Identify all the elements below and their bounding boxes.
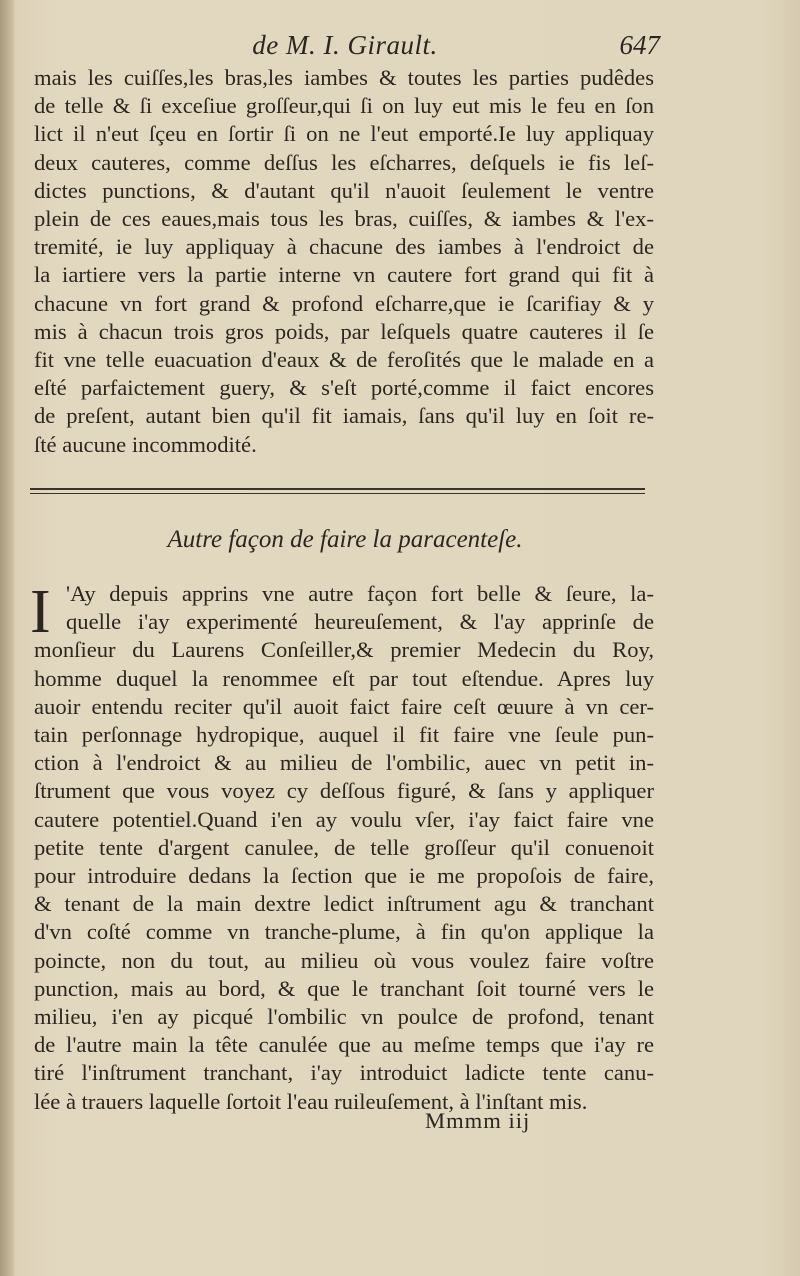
text-line: tain perſonnage hydropique, auquel il fit faire vne ſeule pun- [34, 722, 654, 748]
text-line: cautere potentiel.Quand i'en ay voulu vſer, i'ay faict faire vne [34, 806, 654, 832]
text-line: deux cauteres, comme deſſus les eſcharres, deſquels ie fis leſ- [34, 149, 654, 175]
page-number: 647 [619, 30, 660, 60]
text-line: punction, mais au bord, & que le tranchant ſoit tourné vers le [34, 975, 654, 1001]
text-line: eſté parfaictement guery, & s'eſt porté,comme il faict encores [34, 375, 654, 401]
text-line: de telle & ſi exceſiue groſſeur,qui ſi on luy eut mis le feu en ſon [34, 93, 654, 119]
text-line: la iartiere vers la partie interne vn cautere fort grand qui fit à [34, 262, 654, 288]
text-line: chacune vn fort grand & profond eſcharre,que ie ſcarifiay & y [34, 290, 654, 316]
text-line: pour introduire dedans la ſection que ie me propoſois de faire, [34, 863, 654, 889]
text-line: ſtrument que vous voyez cy deſſous figuré, & ſans y appliquer [34, 778, 654, 804]
text-line: milieu, i'en ay picqué l'ombilic vn poulce de profond, tenant [34, 1004, 654, 1030]
section-title: Autre façon de faire la paracenteſe. [167, 526, 523, 553]
text-line: fit vne telle euacuation d'eaux & de feroſités que le malade en a [34, 347, 654, 373]
text-line: ction à l'endroict & au milieu de l'ombilic, auec vn petit in- [34, 750, 654, 776]
text-line: plein de ces eaues,mais tous les bras, cuiſſes, & iambes & l'ex- [34, 206, 654, 232]
text-line: de preſent, autant bien qu'il fit iamais, ſans qu'il luy en ſoit re- [34, 403, 654, 429]
paragraph-section [34, 580, 654, 1116]
text-line: mais les cuiſſes,les bras,les iambes & toutes les parties pudêdes [34, 65, 654, 90]
text-line: lée à trauers laquelle ſortoit l'eau ruileuſement, à l'inſtant mis. [34, 1088, 588, 1114]
text-line: homme duquel la renommee eſt par tout eſtendue. Apres luy [34, 665, 654, 691]
paragraph-continued [34, 64, 654, 459]
text-line: tiré l'inſtrument tranchant, i'ay introduict ladicte tente canu- [34, 1060, 654, 1086]
text-line: quelle i'ay experimenté heureuſement, & l'ay apprinſe de [66, 609, 654, 635]
text-line: poincte, non du tout, au milieu où vous voulez faire voſtre [34, 947, 654, 973]
page-header [30, 30, 660, 66]
text-line: 'Ay depuis apprins vne autre façon fort belle & ſeure, la- [66, 581, 654, 606]
binding-gutter [0, 0, 14, 1276]
text-line: petite tente d'argent canulee, de telle groſſeur qu'il conuenoit [34, 834, 654, 860]
text-line: & tenant de la main dextre ledict inſtrument agu & tranchant [34, 891, 654, 917]
text-line: monſieur du Laurens Conſeiller,& premier Medecin du Roy, [34, 637, 654, 663]
text-line: de l'autre main la tête canulée que au meſme temps que i'ay re [34, 1032, 654, 1058]
section-divider [30, 488, 645, 494]
drop-cap: I [30, 578, 51, 646]
text-line: lict il n'eut ſçeu en ſortir ſi on ne l'eut emporté.Ie luy appliquay [34, 121, 654, 147]
text-line: tremité, ie luy appliquay à chacune des iambes à l'endroict de [34, 234, 654, 260]
signature-mark: Mmmm iij [425, 1108, 531, 1133]
text-line: mis à chacun trois gros poids, par leſquels quatre cauteres il ſe [34, 318, 654, 344]
text-line: auoir entendu reciter qu'il auoit faict faire ceſt œuure à vn cer- [34, 693, 654, 719]
running-head: de M. I. Girault. [252, 30, 438, 60]
text-line: d'vn coſté comme vn tranche-plume, à fin qu'on applique la [34, 919, 654, 945]
text-line: dictes punctions, & d'autant qu'il n'auoit ſeulement le ventre [34, 177, 654, 203]
text-line: ſté aucune incommodité. [34, 431, 257, 457]
